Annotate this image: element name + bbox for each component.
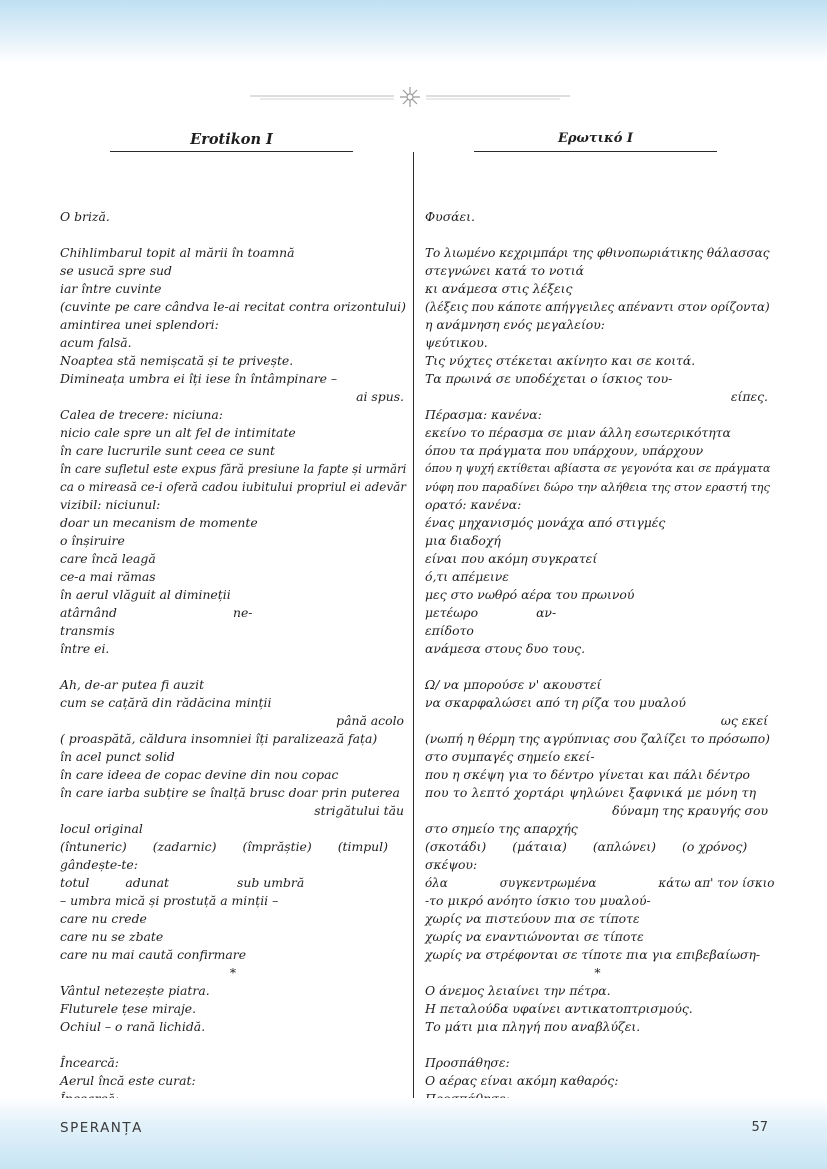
poem-line: νύφη που παραδίνει δώρο την αλήθεια της στον εραστή της <box>425 480 770 494</box>
poem-line <box>425 838 770 856</box>
poem-line: ai spus. <box>356 389 404 404</box>
stanza-gap <box>60 1036 406 1054</box>
poem-line: που το λεπτό χορτάρι ψηλώνει ξαφνικά με μόνη τη <box>425 785 757 800</box>
poem-line: εκείνο το πέρασμα σε μιαν άλλη εσωτερικότητα <box>425 425 731 440</box>
poem-line: o înșiruire <box>60 533 125 548</box>
poem-line <box>60 838 406 856</box>
poem-line-segment: αν- <box>536 605 557 620</box>
poem-line: χωρίς να εναντιώνονται σε τίποτε <box>425 929 644 944</box>
poem-line: Ochiul – o rană lichidă. <box>60 1019 206 1034</box>
poem-line: Τις νύχτες στέκεται ακίνητο και σε κοιτά. <box>425 353 696 368</box>
poem-line-segment: (împrăștie) <box>242 839 312 854</box>
poem-line: Aerul încă este curat: <box>60 1073 196 1088</box>
poem-line: Το λιωμένο κεχριμπάρι της φθινοπωριάτικης θάλασσας <box>425 246 770 260</box>
poem-line: Ah, de-ar putea fi auzit <box>60 677 205 692</box>
header-band <box>0 0 827 62</box>
poem-line: Πέρασμα: κανένα: <box>425 407 542 422</box>
poem-line: în care ideea de copac devine din nou copac <box>60 767 339 782</box>
poem-line: ορατό: κανένα: <box>425 497 522 512</box>
poem-line: Τα πρωινά σε υποδέχεται ο ίσκιος του- <box>425 371 673 386</box>
poem-line-segment: totul <box>60 875 90 890</box>
poem-line-segment: όλα <box>425 876 448 890</box>
poem-line <box>60 874 406 892</box>
poem-line: ως εκεί <box>720 713 768 728</box>
poem-line: είπες. <box>730 389 768 404</box>
poem-line: Dimineața umbra ei îți iese în întâmpinare – <box>60 371 338 386</box>
poem-line: όπου η ψυχή εκτίθεται αβίαστα σε γεγονότα και σε πράγματα <box>425 462 771 475</box>
poem-line: στεγνώνει κατά το νοτιά <box>425 263 584 278</box>
poem-line: Fluturele țese miraje. <box>60 1001 197 1016</box>
poem-line: ό,τι απέμεινε <box>425 569 509 584</box>
poem-column-romanian <box>60 208 406 1108</box>
poem-line: σκέψου: <box>425 857 478 872</box>
poem-line: ανάμεσα στους δυο τους. <box>425 641 586 656</box>
poem-line: Φυσάει. <box>425 209 475 224</box>
poem-line: στο σημείο της απαρχής <box>425 821 578 836</box>
poem-line: cum se cațără din rădăcina minții <box>60 695 272 710</box>
poem-line: στο συμπαγές σημείο εκεί- <box>425 749 595 764</box>
poem-line: η ανάμνηση ενός μεγαλείου: <box>425 317 605 332</box>
poem-line-segment: adunat <box>125 875 170 890</box>
stanza-gap <box>60 226 406 244</box>
poem-line: Încearcă: <box>60 1055 119 1070</box>
poem-line: care nu mai caută confirmare <box>60 947 247 962</box>
stanza-gap <box>425 658 770 676</box>
poem-line: care încă leagă <box>60 551 156 566</box>
poem-line: Το μάτι μια πληγή που αναβλύζει. <box>425 1019 641 1034</box>
poem-line: είναι που ακόμη συγκρατεί <box>425 551 598 566</box>
poem-line-segment: (ο χρόνος) <box>682 839 748 854</box>
poem-line: între ei. <box>60 641 110 656</box>
poem-line: în care lucrurile sunt ceea ce sunt <box>60 443 275 458</box>
ornament-divider-icon <box>250 86 570 108</box>
poem-line: nicio cale spre un alt fel de intimitate <box>60 425 296 440</box>
section-separator: * <box>594 965 601 980</box>
poem-line: -το μικρό ανόητο ίσκιο του μυαλού- <box>425 893 651 908</box>
poem-line-segment: συγκεντρωμένα <box>499 876 597 890</box>
poem-line: doar un mecanism de momente <box>60 515 258 530</box>
poem-line <box>425 604 770 622</box>
poem-line: ένας μηχανισμός μονάχα από στιγμές <box>425 515 666 530</box>
poem-line: που η σκέψη για το δέντρο γίνεται και πάλι δέντρο <box>425 767 750 782</box>
poem-line: care nu crede <box>60 911 147 926</box>
poem-line-segment: (μάταια) <box>512 839 567 854</box>
poem-line: gândește-te: <box>60 857 138 872</box>
poem-line: Ο άνεμος λειαίνει την πέτρα. <box>425 983 611 998</box>
poem-line: Προσπάθησε: <box>425 1055 510 1070</box>
poem-line-segment: μετέωρο <box>425 605 479 620</box>
poem-line <box>425 874 775 892</box>
poem-line: locul original <box>60 821 143 836</box>
poem-line: strigătului tău <box>314 803 404 818</box>
poem-line: în care iarba subțire se înalță brusc doar prin puterea <box>60 785 400 800</box>
poem-line: όπου τα πράγματα που υπάρχουν, υπάρχουν <box>425 443 704 458</box>
poem-line: ce-a mai rămas <box>60 569 156 584</box>
poem-line: (νωπή η θέρμη της αγρύπνιας σου ζαλίζει το πρόσωπο) <box>425 732 770 746</box>
poem-line: transmis <box>60 623 115 638</box>
poem-line-segment: (întuneric) <box>60 839 127 854</box>
poem-line: μες στο νωθρό αέρα του πρωινού <box>425 587 635 602</box>
poem-line: iar între cuvinte <box>60 281 162 296</box>
poem-line: O briză. <box>60 209 110 224</box>
poem-line: vizibil: niciunul: <box>60 497 161 512</box>
poem-title-romanian: Erotikon I <box>110 131 353 152</box>
poem-column-greek <box>425 208 775 1108</box>
stanza-gap <box>60 658 406 676</box>
poem-line: care nu se zbate <box>60 929 164 944</box>
poem-line-segment: atârnând <box>60 605 117 620</box>
poem-line-segment: ne- <box>232 605 253 620</box>
poem-line: acum falsă. <box>60 335 132 350</box>
poem-line: – umbra mică și prostuță a minții – <box>60 893 279 908</box>
poem-line-segment: (απλώνει) <box>592 839 656 854</box>
poem-line: ca o mireasă ce-i oferă cadou iubitului propriul ei adevăr <box>60 480 406 494</box>
stanza-gap <box>425 1036 770 1054</box>
poem-line: în care sufletul este expus fără presiune la fapte și urmări <box>60 462 407 476</box>
poem-line-segment: sub umbră <box>237 875 305 890</box>
stanza-gap <box>425 226 770 244</box>
poem-line: Chihlimbarul topit al mării în toamnă <box>60 245 295 260</box>
poem-line: (cuvinte pe care cândva le-ai recitat contra orizontului) <box>60 300 406 314</box>
poem-line: χωρίς να στρέφονται σε τίποτε πια για επιβεβαίωση- <box>425 947 761 962</box>
publication-name: SPERANȚA <box>60 1120 143 1136</box>
column-divider <box>413 152 414 1110</box>
poem-line: în acel punct solid <box>60 749 175 764</box>
poem-line: Noaptea stă nemișcată și te privește. <box>60 353 294 368</box>
poem-line-segment: (zadarnic) <box>152 839 217 854</box>
poem-line: κι ανάμεσα στις λέξεις <box>425 281 573 296</box>
section-separator: * <box>229 965 237 980</box>
poem-line: în aerul vlăguit al dimineții <box>60 587 231 602</box>
poem-line: până acolo <box>336 713 404 728</box>
poem-line-segment: (timpul) <box>337 839 388 854</box>
poem-line: Calea de trecere: niciuna: <box>60 407 223 422</box>
poem-line: δύναμη της κραυγής σου <box>612 803 768 818</box>
poem-line: amintirea unei splendori: <box>60 317 219 332</box>
poem-line: να σκαρφαλώσει από τη ρίζα του μυαλού <box>425 695 686 710</box>
poem-line: (λέξεις που κάποτε απήγγειλες απέναντι στον ορίζοντα) <box>425 300 770 314</box>
poem-line: μια διαδοχή <box>425 533 501 548</box>
poem-line: Ω/ να μπορούσε ν' ακουστεί <box>425 677 602 692</box>
poem-line: ψεύτικου. <box>425 335 488 350</box>
page-number: 57 <box>751 1120 768 1135</box>
poem-line: Ο αέρας είναι ακόμη καθαρός: <box>425 1073 619 1088</box>
poem-line: επίδοτο <box>425 623 474 638</box>
poem-line-segment: κάτω απ' τον ίσκιο <box>658 876 775 890</box>
poem-line <box>60 604 406 622</box>
poem-title-greek: Ερωτικό I <box>474 131 717 152</box>
poem-line: Η πεταλούδα υφαίνει αντικατοπτρισμούς. <box>425 1001 693 1016</box>
poem-line: Vântul netezește piatra. <box>60 983 210 998</box>
poem-line: χωρίς να πιστεύουν πια σε τίποτε <box>425 911 640 926</box>
poem-line: ( proaspătă, căldura insomniei îți paralizează fața) <box>60 731 378 746</box>
poem-line: se usucă spre sud <box>60 263 172 278</box>
poem-line-segment: (σκοτάδι) <box>425 839 487 854</box>
